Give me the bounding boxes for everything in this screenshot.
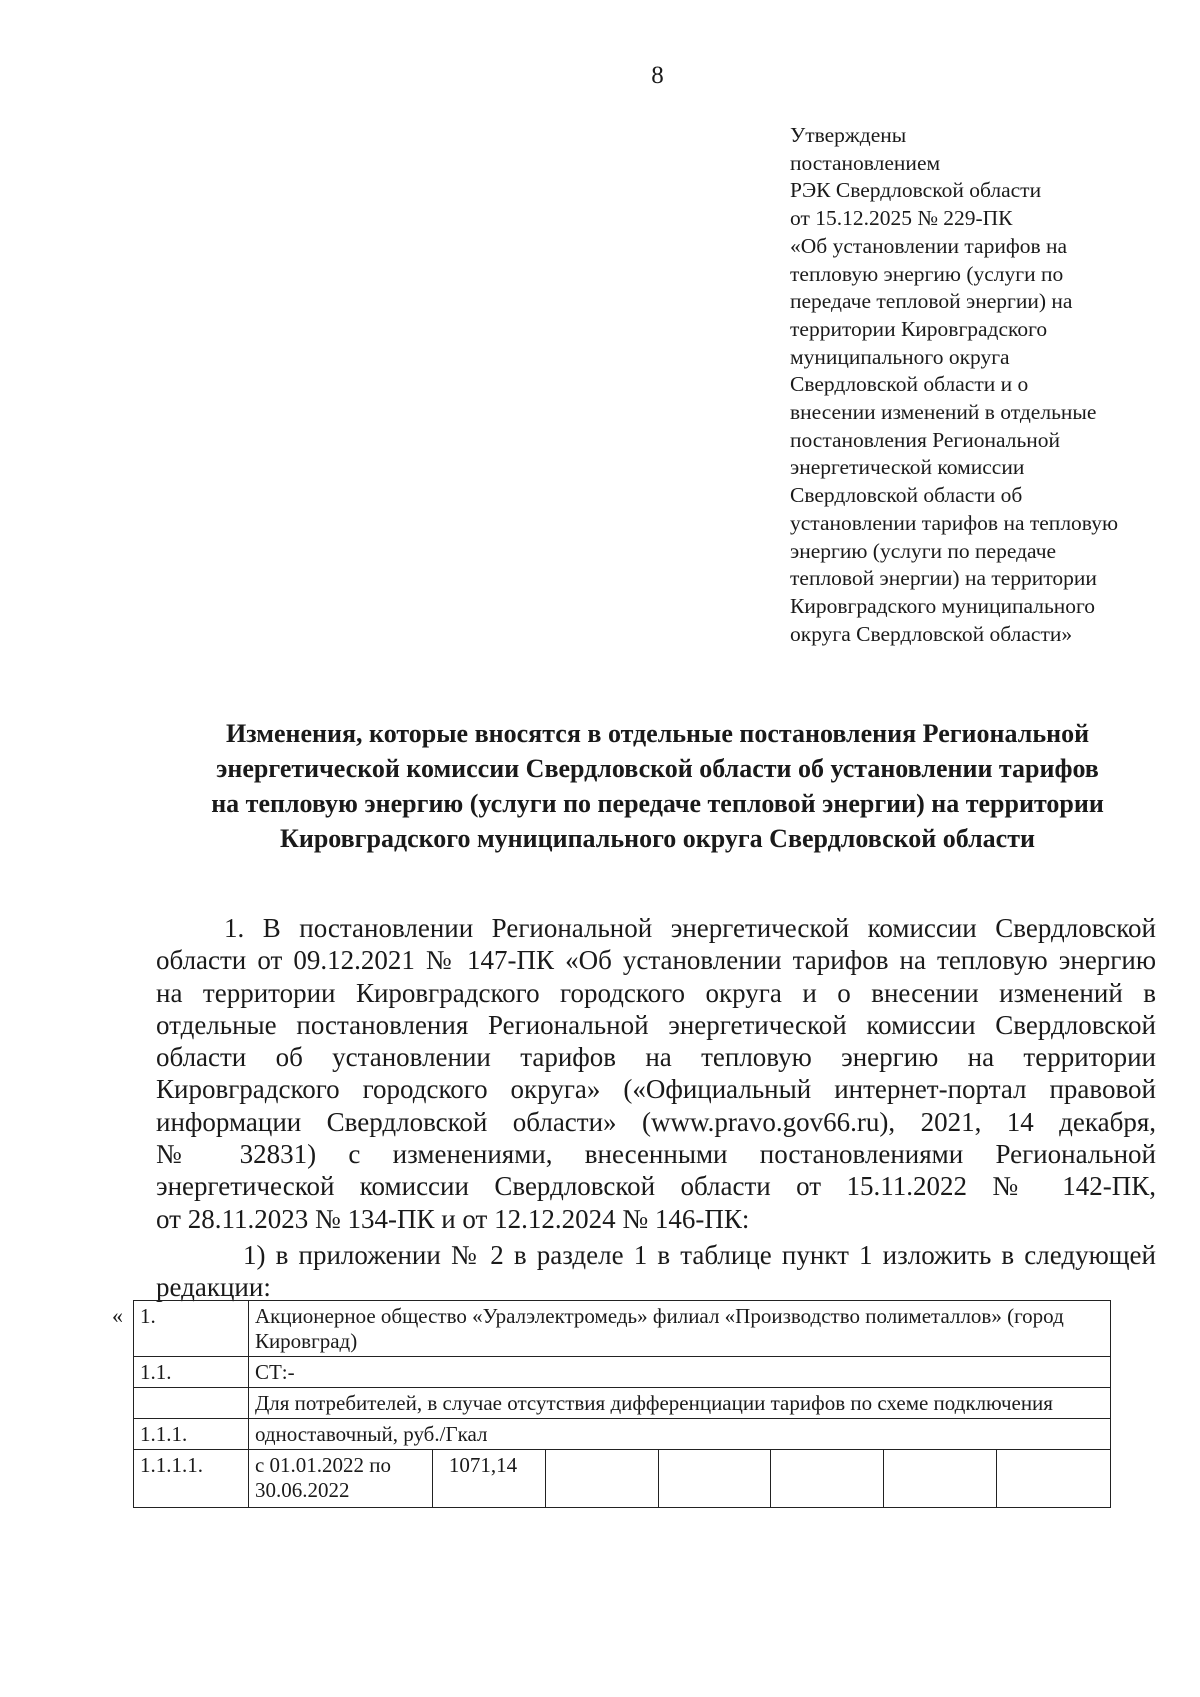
approval-line: Кировградского муниципального [790, 593, 1096, 618]
approval-block [790, 122, 1160, 648]
approval-line: Утверждены [790, 123, 907, 147]
table-row [134, 1357, 1111, 1388]
row-text-cell: СТ:- [248, 1357, 1110, 1388]
opening-quote-mark: « [112, 1303, 123, 1328]
page-number: 8 [651, 62, 664, 89]
table-row [134, 1301, 1111, 1357]
approval-line: «Об установлении тарифов на [790, 233, 1068, 258]
value-cell: 1071,14 [432, 1450, 545, 1508]
row-number-cell: 1.1.1.1. [134, 1450, 249, 1508]
paragraph-line: области от 09.12.2021 № 147-ПК «Об установлении тарифов на тепловую энергию [156, 945, 1156, 976]
approval-line: РЭК Свердловской области [790, 178, 1042, 203]
paragraph-line: энергетической комиссии Свердловской области от 15.11.2022 № 142-ПК, [156, 1171, 1156, 1202]
title-line: энергетической комиссии Свердловской области об установлении тарифов [216, 754, 1099, 783]
row-number-cell [134, 1388, 249, 1419]
approval-line: энергию (услуги по передаче [790, 538, 1057, 563]
paragraph-1 [156, 912, 1156, 1235]
approval-line: от 15.12.2025 № 229-ПК [790, 206, 1013, 231]
row-text-cell: Акционерное общество «Уралэлектромедь» филиал «Производство полиметаллов» (город Кировград) [248, 1301, 1110, 1357]
document-title [130, 716, 1185, 856]
approval-line: территории Кировградского [790, 316, 1048, 341]
paragraph-line: 1) в приложении № 2 в разделе 1 в таблице пункт 1 изложить в следующей [243, 1240, 1156, 1270]
row-number-cell: 1.1.1. [134, 1419, 249, 1450]
approval-line: тепловую энергию (услуги по [790, 261, 1064, 286]
period-cell: с 01.01.2022 по 30.06.2022 [248, 1450, 432, 1508]
table-row [134, 1419, 1111, 1450]
title-line: Изменения, которые вносятся в отдельные постановления Региональной [225, 719, 1090, 748]
approval-line: постановлением [790, 150, 941, 175]
approval-line: энергетической комиссии [790, 455, 1025, 480]
paragraph-line: от 28.11.2023 № 134-ПК и от 12.12.2024 № 146-ПК: [156, 1203, 750, 1234]
row-text-cell: Для потребителей, в случае отсутствия дифференциации тарифов по схеме подключения [248, 1388, 1110, 1419]
empty-cell [658, 1450, 771, 1508]
row-number-cell: 1.1. [134, 1357, 249, 1388]
paragraph-line: области об установлении тарифов на тепловую энергию на территории [156, 1042, 1156, 1073]
paragraph-line: редакции: [156, 1272, 271, 1302]
approval-line: передаче тепловой энергии) на [790, 289, 1073, 314]
paragraph-2 [156, 1239, 1156, 1303]
title-line: Кировградского муниципального округа Свердловской области [280, 824, 1035, 853]
row-number-cell: 1. [134, 1301, 249, 1357]
row-text-cell: одноставочный, руб./Гкал [248, 1419, 1110, 1450]
table-row [134, 1388, 1111, 1419]
approval-line: округа Свердловской области» [790, 621, 1073, 646]
approval-line: тепловой энергии) на территории [790, 566, 1097, 591]
approval-line: установлении тарифов на тепловую [790, 510, 1119, 535]
paragraph-line: на территории Кировградского городского округа и о внесении изменений в [156, 977, 1156, 1008]
title-line: на тепловую энергию (услуги по передаче тепловой энергии) на территории [211, 789, 1104, 818]
paragraph-line: Кировградского городского округа» («Официальный интернет-портал правовой [156, 1074, 1156, 1105]
paragraph-line: информации Свердловской области» (www.pravo.gov66.ru), 2021, 14 декабря, [156, 1106, 1156, 1137]
paragraph-line: 1. В постановлении Региональной энергетической комиссии Свердловской [224, 913, 1156, 943]
empty-cell [997, 1450, 1111, 1508]
approval-line: Свердловской области об [790, 483, 1023, 508]
empty-cell [771, 1450, 884, 1508]
approval-line: постановления Региональной [790, 427, 1061, 452]
paragraph-line: № 32831) с изменениями, внесенными постановлениями Региональной [156, 1139, 1156, 1170]
approval-line: внесении изменений в отдельные [790, 400, 1097, 425]
table-row [134, 1450, 1111, 1508]
tariff-table [133, 1300, 1111, 1508]
paragraph-line: отдельные постановления Региональной энергетической комиссии Свердловской [156, 1009, 1156, 1040]
empty-cell [545, 1450, 658, 1508]
approval-line: муниципального округа [790, 344, 1010, 369]
empty-cell [884, 1450, 997, 1508]
approval-line: Свердловской области и о [790, 372, 1029, 397]
